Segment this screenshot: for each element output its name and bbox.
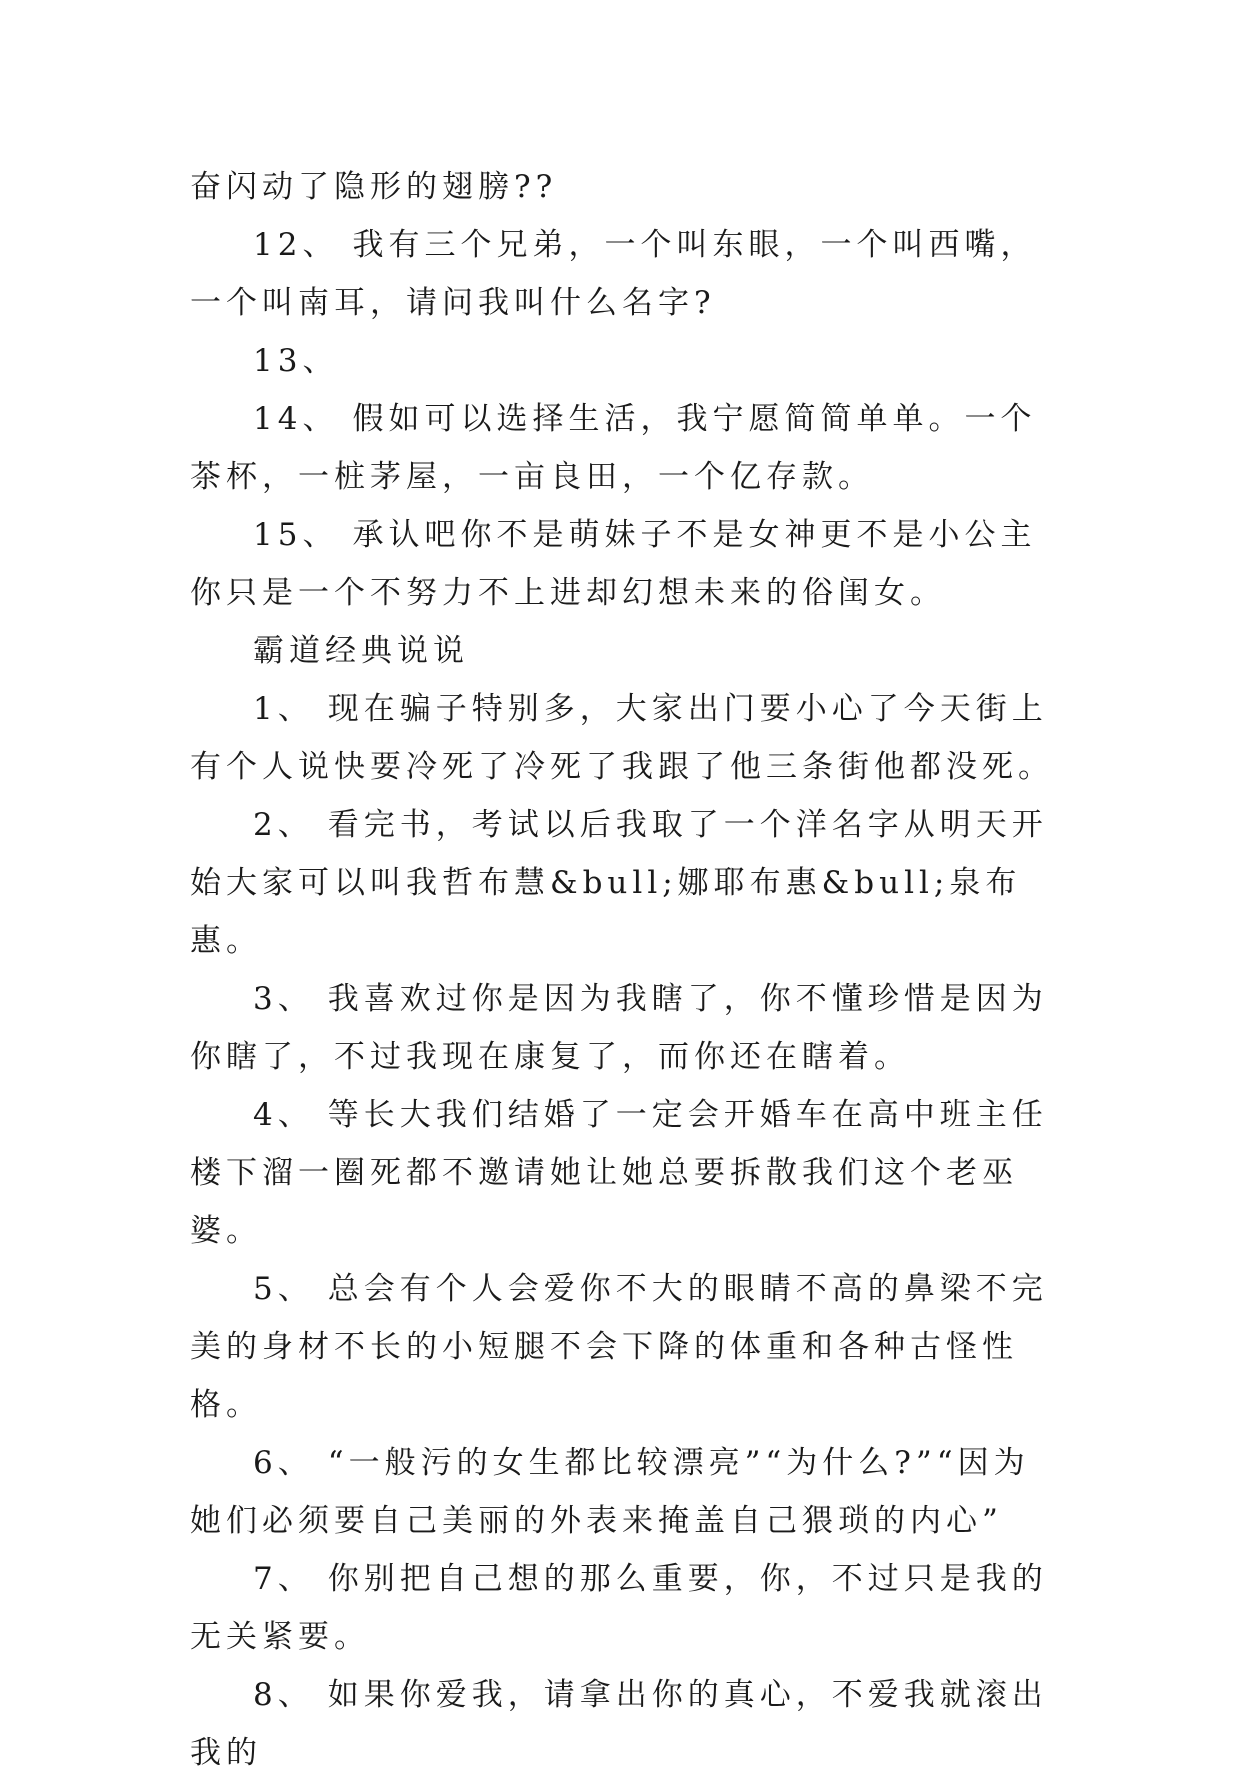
item-number: 1、	[253, 691, 314, 727]
item-number: 7、	[253, 1561, 314, 1597]
item-text: “一般污的女生都比较漂亮”“为什么?”“因为她们必须要自己美丽的外表来掩盖自己猥琐的内心”	[190, 1445, 1030, 1539]
document-body	[190, 158, 1054, 1782]
item-number: 15、	[253, 517, 339, 553]
item-number: 14、	[253, 401, 339, 437]
list-item	[190, 680, 1054, 796]
list-item	[190, 1086, 1054, 1260]
paragraph-continuation	[190, 158, 1054, 216]
list-item	[190, 216, 1054, 332]
item-text: 看完书，考试以后我取了一个洋名字从明天开始大家可以叫我哲布慧&bull;娜耶布惠&bull;泉布惠。	[190, 807, 1048, 959]
list-item	[190, 1260, 1054, 1434]
list-item	[190, 332, 1054, 390]
item-number: 12、	[253, 227, 339, 263]
item-text: 你别把自己想的那么重要，你，不过只是我的无关紧要。	[190, 1561, 1048, 1655]
section-heading	[190, 622, 1054, 680]
paragraph-text: 奋闪动了隐形的翅膀??	[190, 169, 558, 205]
item-text: 假如可以选择生活，我宁愿简简单单。一个茶杯，一桩茅屋，一亩良田，一个亿存款。	[190, 401, 1037, 495]
list-item	[190, 1666, 1054, 1782]
item-text: 现在骗子特别多，大家出门要小心了今天街上有个人说快要冷死了冷死了我跟了他三条街他都没死。	[190, 691, 1054, 785]
item-text: 等长大我们结婚了一定会开婚车在高中班主任楼下溜一圈死都不邀请她让她总要拆散我们这个老巫婆。	[190, 1097, 1048, 1249]
item-number: 2、	[253, 807, 314, 843]
list-item	[190, 1434, 1054, 1550]
list-item	[190, 506, 1054, 622]
list-item	[190, 970, 1054, 1086]
item-number: 6、	[253, 1445, 314, 1481]
item-text: 如果你爱我，请拿出你的真心，不爱我就滚出我的	[190, 1677, 1048, 1771]
item-text: 承认吧你不是萌妹子不是女神更不是小公主你只是一个不努力不上进却幻想未来的俗闺女。	[190, 517, 1037, 611]
item-text: 我喜欢过你是因为我瞎了，你不懂珍惜是因为你瞎了，不过我现在康复了，而你还在瞎着。	[190, 981, 1048, 1075]
item-number: 8、	[253, 1677, 314, 1713]
item-number: 4、	[253, 1097, 314, 1133]
item-number: 5、	[253, 1271, 314, 1307]
item-number: 13、	[253, 343, 339, 379]
section-heading-text: 霸道经典说说	[253, 633, 469, 669]
item-text: 我有三个兄弟，一个叫东眼，一个叫西嘴，一个叫南耳，请问我叫什么名字?	[190, 227, 1037, 321]
item-number: 3、	[253, 981, 314, 1017]
list-item	[190, 390, 1054, 506]
item-text: 总会有个人会爱你不大的眼睛不高的鼻梁不完美的身材不长的小短腿不会下降的体重和各种古怪性格。	[190, 1271, 1048, 1423]
list-item	[190, 796, 1054, 970]
list-item	[190, 1550, 1054, 1666]
